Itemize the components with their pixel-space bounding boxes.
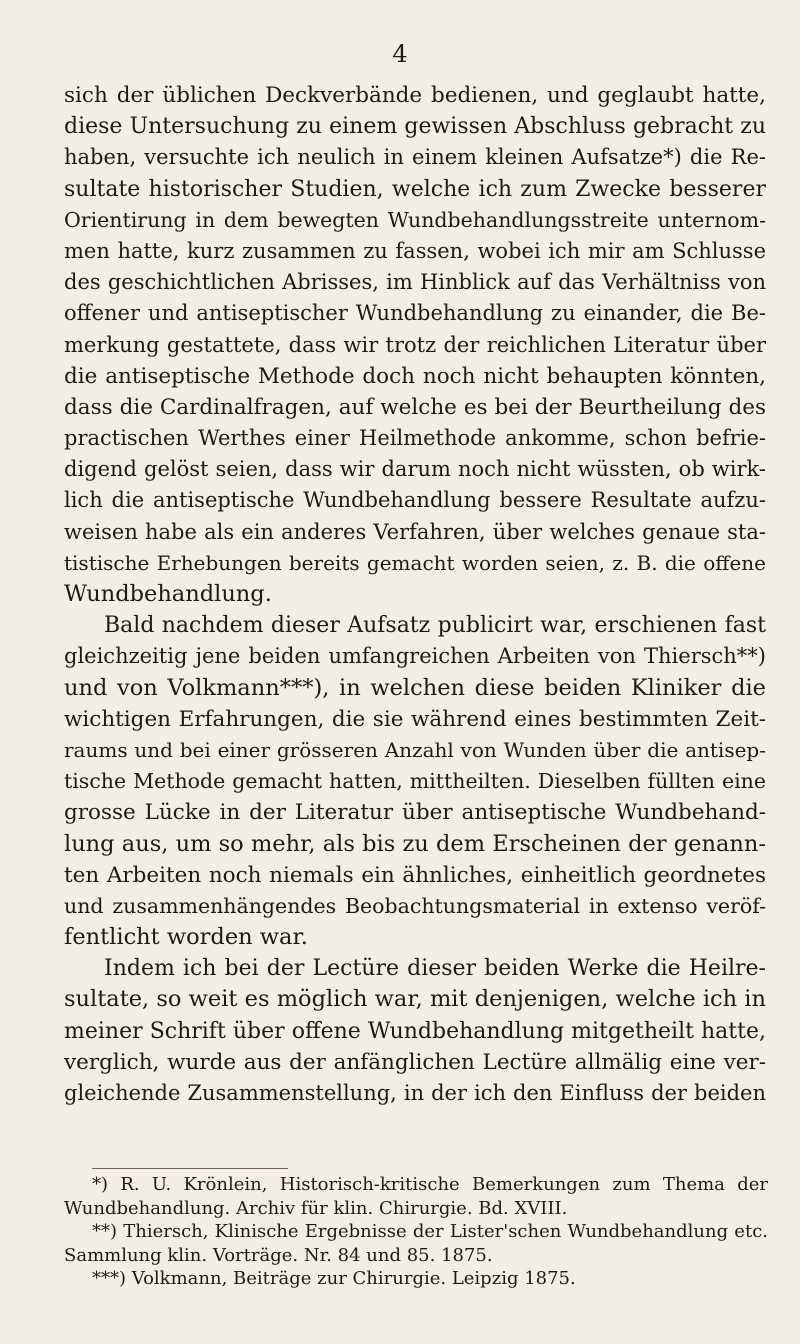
page-number: 4 xyxy=(392,40,408,68)
footnote-line: Wundbehandlung. Archiv für klin. Chirurgie. Bd. XVIII. xyxy=(64,1197,568,1219)
footnote-separator xyxy=(92,1168,288,1169)
body-line: und zusammenhängendes Beobachtungsmaterial in extenso veröf- xyxy=(64,893,766,918)
body-line: Indem ich bei der Lectüre dieser beiden Werke die Heilre- xyxy=(104,956,766,982)
body-line: verglich, wurde aus der anfänglichen Lectüre allmälig eine ver- xyxy=(64,1049,766,1075)
body-line: die antiseptische Methode doch noch nicht behaupten könnten, xyxy=(64,363,766,389)
body-line: fentlicht worden war. xyxy=(64,924,308,951)
body-text xyxy=(64,80,766,1109)
body-line: sultate historischer Studien, welche ich zum Zwecke besserer xyxy=(64,176,766,202)
body-line: lich die antiseptische Wundbehandlung bessere Resultate aufzu- xyxy=(64,488,766,513)
body-line: sich der üblichen Deckverbände bedienen, und geglaubt hatte, xyxy=(64,83,766,108)
footnote-line: **) Thiersch, Klinische Ergebnisse der Lister'schen Wundbehandlung etc. xyxy=(92,1221,768,1242)
footnote-line: Sammlung klin. Vorträge. Nr. 84 und 85. 1875. xyxy=(64,1244,493,1266)
body-line: und von Volkmann***), in welchen diese beiden Kliniker die xyxy=(64,674,766,701)
body-line: dass die Cardinalfragen, auf welche es bei der Beurtheilung des xyxy=(64,394,766,420)
body-line: Wundbehandlung. xyxy=(64,581,272,607)
body-line: diese Untersuchung zu einem gewissen Abschluss gebracht zu xyxy=(64,114,766,140)
body-line: Bald nachdem dieser Aufsatz publicirt war, erschienen fast xyxy=(104,613,766,639)
footnote-line: *) R. U. Krönlein, Historisch-kritische Bemerkungen zum Thema der xyxy=(92,1174,768,1195)
body-line: men hatte, kurz zusammen zu fassen, wobei ich mir am Schlusse xyxy=(64,238,766,263)
body-line: lung aus, um so mehr, als bis zu dem Erscheinen der genann- xyxy=(64,830,766,857)
footnote-line: ***) Volkmann, Beiträge zur Chirurgie. Leipzig 1875. xyxy=(92,1268,576,1289)
body-line: gleichende Zusammenstellung, in der ich den Einfluss der beiden xyxy=(64,1081,766,1105)
body-line: raums und bei einer grösseren Anzahl von Wunden über die antisep- xyxy=(64,737,766,762)
body-line: grosse Lücke in der Literatur über antiseptische Wundbehand- xyxy=(64,800,766,826)
body-line: ten Arbeiten noch niemals ein ähnliches, einheitlich geordnetes xyxy=(64,862,766,888)
body-line: merkung gestattete, dass wir trotz der reichlichen Literatur über xyxy=(64,332,766,357)
body-line: practischen Werthes einer Heilmethode ankomme, schon befrie- xyxy=(64,426,766,451)
body-line: tische Methode gemacht hatten, mittheilten. Dieselben füllten eine xyxy=(64,769,766,794)
body-line: sultate, so weit es möglich war, mit denjenigen, welche ich in xyxy=(64,986,766,1013)
body-line: offener und antiseptischer Wundbehandlung zu einander, die Be- xyxy=(64,301,766,326)
body-line: gleichzeitig jene beiden umfangreichen Arbeiten von Thiersch**) xyxy=(64,644,766,669)
body-line: weisen habe als ein anderes Verfahren, über welches genaue sta- xyxy=(64,519,766,544)
body-line: haben, versuchte ich neulich in einem kleinen Aufsatze*) die Re- xyxy=(64,145,766,170)
body-line: Orientirung in dem bewegten Wundbehandlungsstreite unternom- xyxy=(64,207,766,232)
body-line: digend gelöst seien, dass wir darum noch nicht wüssten, ob wirk- xyxy=(64,457,766,482)
footnotes xyxy=(64,1173,768,1291)
body-line: wichtigen Erfahrungen, die sie während eines bestimmten Zeit- xyxy=(64,706,766,732)
body-line: meiner Schrift über offene Wundbehandlung mitgetheilt hatte, xyxy=(64,1018,766,1044)
body-line: tistische Erhebungen bereits gemacht worden seien, z. B. die offene xyxy=(64,550,766,575)
body-line: des geschichtlichen Abrisses, im Hinblick auf das Verhältniss von xyxy=(64,270,766,295)
